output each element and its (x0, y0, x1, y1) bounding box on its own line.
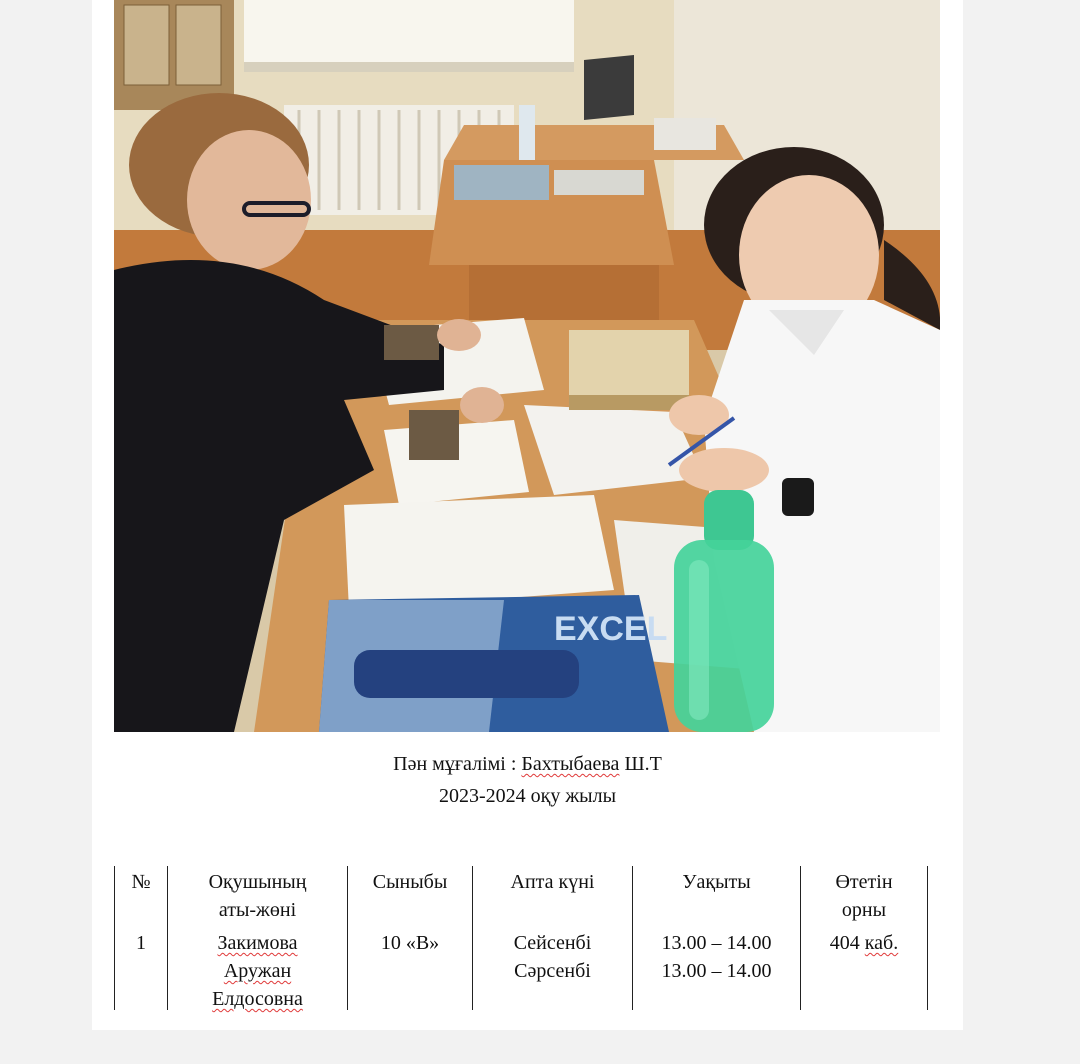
row-time-line1: 13.00 – 14.00 (661, 932, 772, 954)
classroom-photo-illustration (114, 0, 940, 732)
document-page (92, 0, 963, 1030)
schedule-table (114, 866, 929, 1010)
header-time: Уақыты (682, 871, 751, 893)
row-student (168, 929, 347, 1013)
header-day: Апта күні (510, 871, 595, 893)
teacher-caption-name: Бахтыбаева (521, 753, 620, 775)
header-place-line1: Өтетін (835, 871, 893, 893)
classroom-photo (114, 0, 940, 732)
row-place (801, 929, 927, 957)
teacher-caption (92, 753, 963, 776)
row-class: 10 «В» (380, 932, 440, 954)
row-day-line2: Сәрсенбі (514, 960, 591, 982)
academic-year-caption: 2023-2024 оқу жылы (438, 785, 617, 807)
row-place-number: 404 (829, 932, 865, 954)
header-class: Сыныбы (372, 871, 448, 893)
header-student-line1: Оқушының (208, 871, 307, 893)
teacher-caption-initials: Ш.Т (619, 753, 662, 775)
row-student-line1: Закимова (217, 932, 298, 954)
row-time (633, 929, 800, 985)
teacher-caption-prefix: Пән мұғалімі : (393, 753, 522, 775)
header-student-line2: аты-жөні (218, 899, 297, 921)
header-place-line2: орны (841, 899, 887, 921)
table-divider (927, 866, 928, 1010)
header-student (168, 868, 347, 924)
row-time-line2: 13.00 – 14.00 (661, 960, 772, 982)
row-student-line2: Аружан (223, 960, 292, 982)
row-day (473, 929, 632, 985)
row-place-word: каб. (864, 932, 899, 954)
header-num: № (131, 871, 151, 893)
row-day-line1: Сейсенбі (513, 932, 592, 954)
row-student-line3: Елдосовна (212, 988, 303, 1010)
header-place (801, 868, 927, 924)
row-num: 1 (136, 932, 146, 954)
book-cover-title: EXCEL (554, 610, 668, 648)
